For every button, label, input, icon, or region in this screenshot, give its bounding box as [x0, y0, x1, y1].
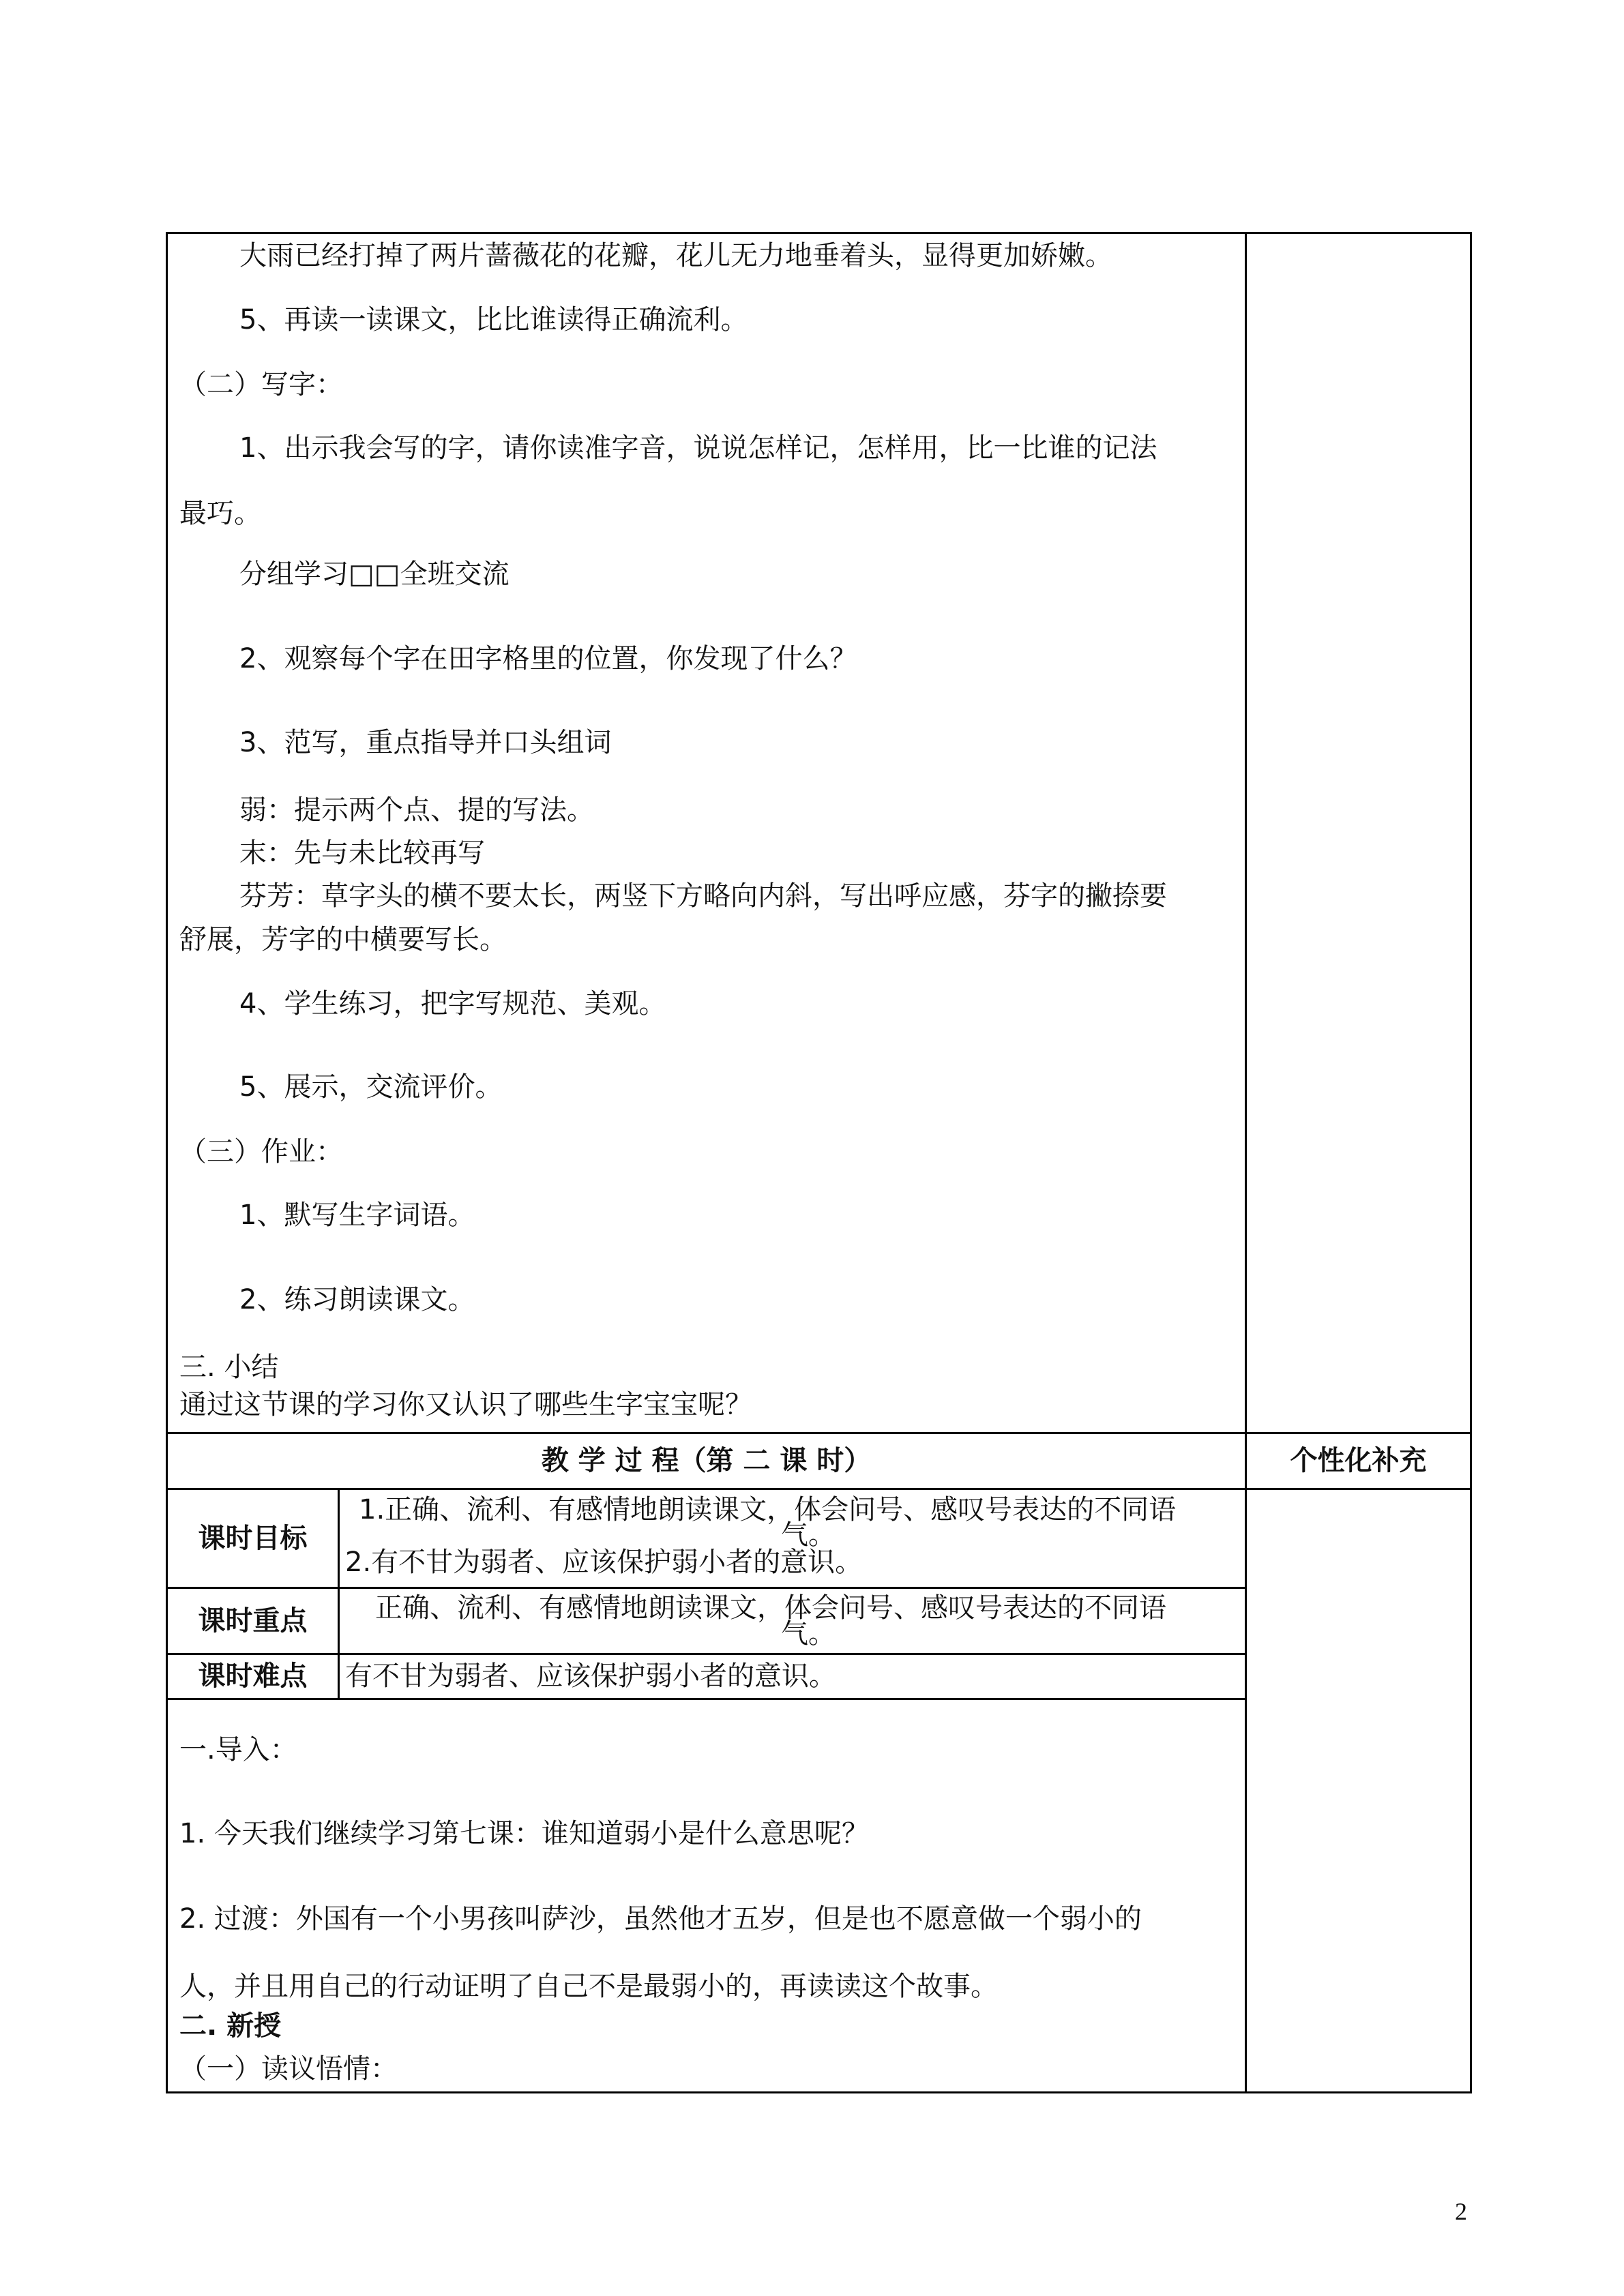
key-label: 课时重点: [198, 1605, 308, 1637]
key-line: 气。: [781, 1618, 836, 1650]
text-line: 4、学生练习，把字写规范、美观。: [239, 988, 666, 1019]
text-line: 大雨已经打掉了两片蔷薇花的花瓣，花儿无力地垂着头，显得更加娇嫩。: [239, 240, 1112, 271]
table-top-border: [166, 232, 1472, 234]
page-number: 2: [1455, 2198, 1467, 2225]
difficulty-text: 有不甘为弱者、应该保护弱小者的意识。: [345, 1660, 836, 1692]
text-line: 分组学习□□全班交流: [239, 558, 510, 590]
text-line: 1. 今天我们继续学习第七课：谁知道弱小是什么意思呢？: [179, 1818, 869, 1849]
text-line: 通过这节课的学习你又认识了哪些生字宝宝呢？: [179, 1389, 752, 1420]
reading-heading: （一）读议悟情：: [179, 2053, 398, 2085]
summary-heading: 三. 小结: [179, 1352, 279, 1383]
goals-label: 课时目标: [198, 1523, 308, 1554]
section-heading-write: （二）写字：: [179, 369, 343, 400]
goals-line: 2.有不甘为弱者、应该保护弱小者的意识。: [345, 1547, 863, 1578]
column-divider: [1245, 232, 1247, 2093]
supplement-header: 个性化补充: [1290, 1445, 1427, 1476]
text-line: 芬芳：草字头的横不要太长，两竖下方略向内斜，写出呼应感，芬字的撇捺要: [239, 880, 1167, 912]
text-line: 2、练习朗读课文。: [239, 1284, 475, 1315]
table-right-border: [1470, 232, 1472, 2093]
text-line: 最巧。: [179, 498, 261, 529]
table-left-border: [166, 232, 168, 2093]
text-line: 5、再读一读课文，比比谁读得正确流利。: [239, 304, 748, 336]
text-line: 舒展，芳字的中横要写长。: [179, 924, 507, 955]
text-line: 人，并且用自己的行动证明了自己不是最弱小的，再读读这个故事。: [179, 1971, 998, 2002]
text-line: 1、出示我会写的字，请你读准字音，说说怎样记，怎样用，比一比谁的记法: [239, 432, 1157, 464]
process-header: 教 学 过 程（第 二 课 时）: [541, 1445, 872, 1476]
difficulty-row-bottom: [166, 1698, 1247, 1700]
label-column-divider: [338, 1488, 340, 1700]
intro-heading: 一.导入：: [179, 1734, 297, 1765]
key-row-bottom: [166, 1653, 1247, 1655]
text-line: 3、范写，重点指导并口头组词: [239, 727, 612, 758]
text-line: 1、默写生字词语。: [239, 1199, 475, 1231]
section-heading-homework: （三）作业：: [179, 1136, 343, 1167]
goals-line: 气。: [781, 1519, 836, 1551]
key-line: 正确、流利、有感情地朗读课文，体会问号、感叹号表达的不同语: [375, 1592, 1166, 1624]
text-line: 2. 过渡：外国有一个小男孩叫萨沙，虽然他才五岁，但是也不愿意做一个弱小的: [179, 1903, 1142, 1935]
text-line: 2、观察每个字在田字格里的位置，你发现了什么？: [239, 643, 857, 674]
new-lesson-heading: 二. 新授: [179, 2010, 282, 2042]
text-line: 弱：提示两个点、提的写法。: [239, 794, 594, 826]
header-row-top: [166, 1432, 1472, 1434]
header-row-bottom: [166, 1488, 1472, 1490]
table-bottom-border: [166, 2091, 1472, 2093]
goals-row-bottom: [166, 1587, 1247, 1589]
text-line: 5、展示，交流评价。: [239, 1071, 503, 1103]
difficulty-label: 课时难点: [198, 1660, 308, 1692]
text-line: 末：先与未比较再写: [239, 837, 485, 869]
goals-line: 1.正确、流利、有感情地朗读课文，体会问号、感叹号表达的不同语: [359, 1494, 1177, 1525]
